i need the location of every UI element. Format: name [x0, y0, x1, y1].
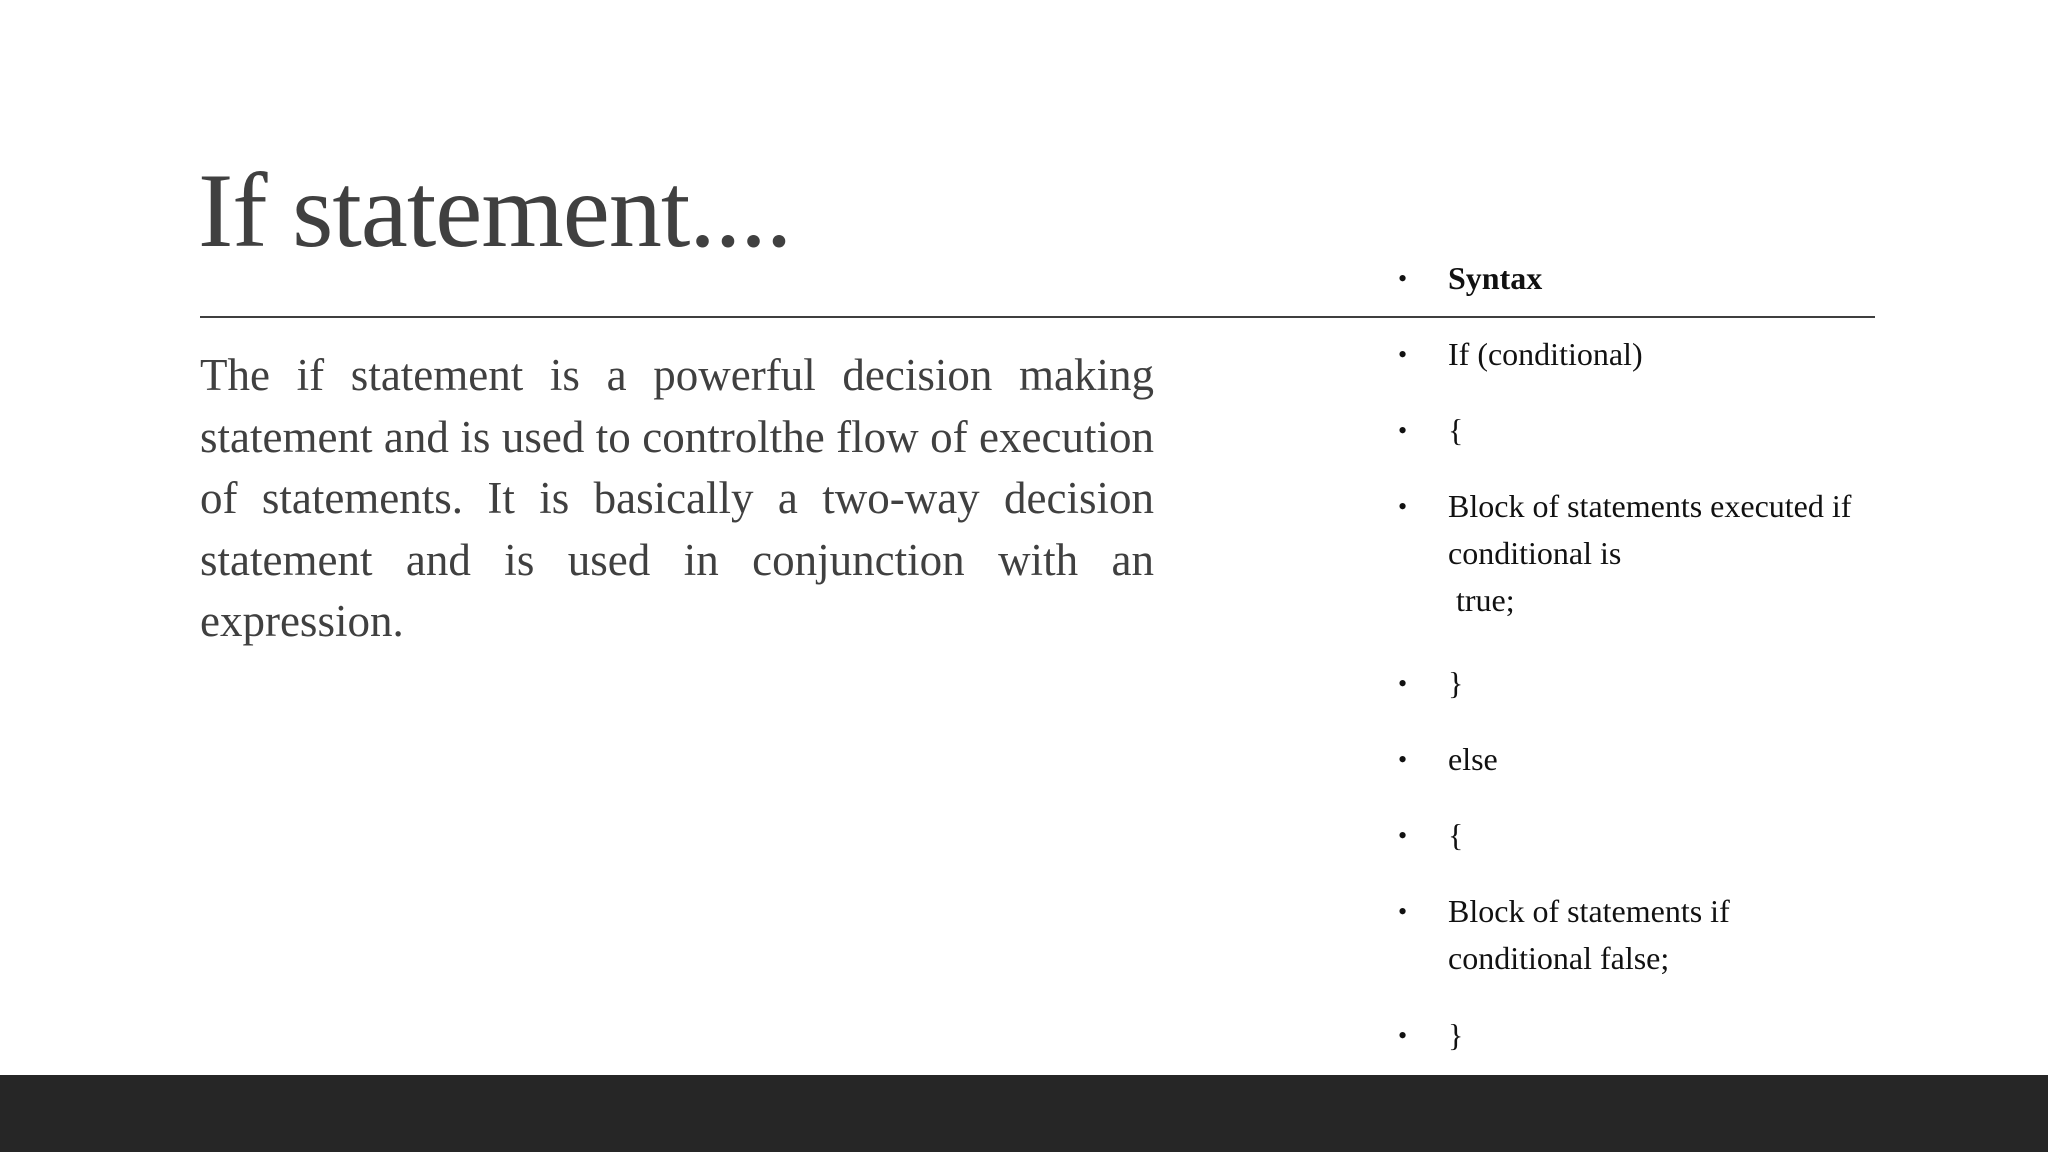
syntax-item-label: {	[1448, 412, 1464, 448]
syntax-item-if	[1398, 331, 1868, 378]
syntax-item-true-block	[1398, 483, 1868, 624]
bullet-icon: •	[1398, 821, 1408, 850]
syntax-item-heading	[1398, 255, 1868, 302]
bullet-icon: •	[1398, 416, 1408, 445]
syntax-item-close-brace	[1398, 660, 1868, 707]
slide-title: If statement....	[198, 152, 792, 269]
syntax-item-label: }	[1448, 1017, 1464, 1053]
syntax-item-open-brace-else	[1398, 812, 1868, 859]
bullet-icon: •	[1398, 264, 1408, 293]
bullet-icon: •	[1398, 492, 1408, 521]
syntax-item-label: Syntax	[1448, 260, 1543, 296]
footer-bar	[0, 1075, 2048, 1152]
body-paragraph: The if statement is a powerful decision making statement and is used to controlthe flow of execution of statements. It is basically a two-way decision statement and is used in conjunction with an expression.	[200, 350, 1154, 646]
syntax-item-label: else	[1448, 741, 1498, 777]
syntax-item-label: Block of statements if conditional false;	[1448, 893, 1738, 976]
syntax-item-label: If (conditional)	[1448, 336, 1643, 372]
syntax-item-false-block	[1398, 888, 1868, 982]
bullet-icon: •	[1398, 1021, 1408, 1050]
syntax-item-else	[1398, 736, 1868, 783]
syntax-item-label: {	[1448, 817, 1464, 853]
title-divider	[200, 316, 1875, 318]
bullet-icon: •	[1398, 340, 1408, 369]
bullet-icon: •	[1398, 669, 1408, 698]
syntax-item-label: }	[1448, 665, 1464, 701]
syntax-item-close-brace-else	[1398, 1012, 1868, 1059]
syntax-item-label: Block of statements executed if conditional is true;	[1448, 488, 1852, 618]
bullet-icon: •	[1398, 897, 1408, 926]
bullet-icon: •	[1398, 745, 1408, 774]
syntax-item-open-brace	[1398, 407, 1868, 454]
